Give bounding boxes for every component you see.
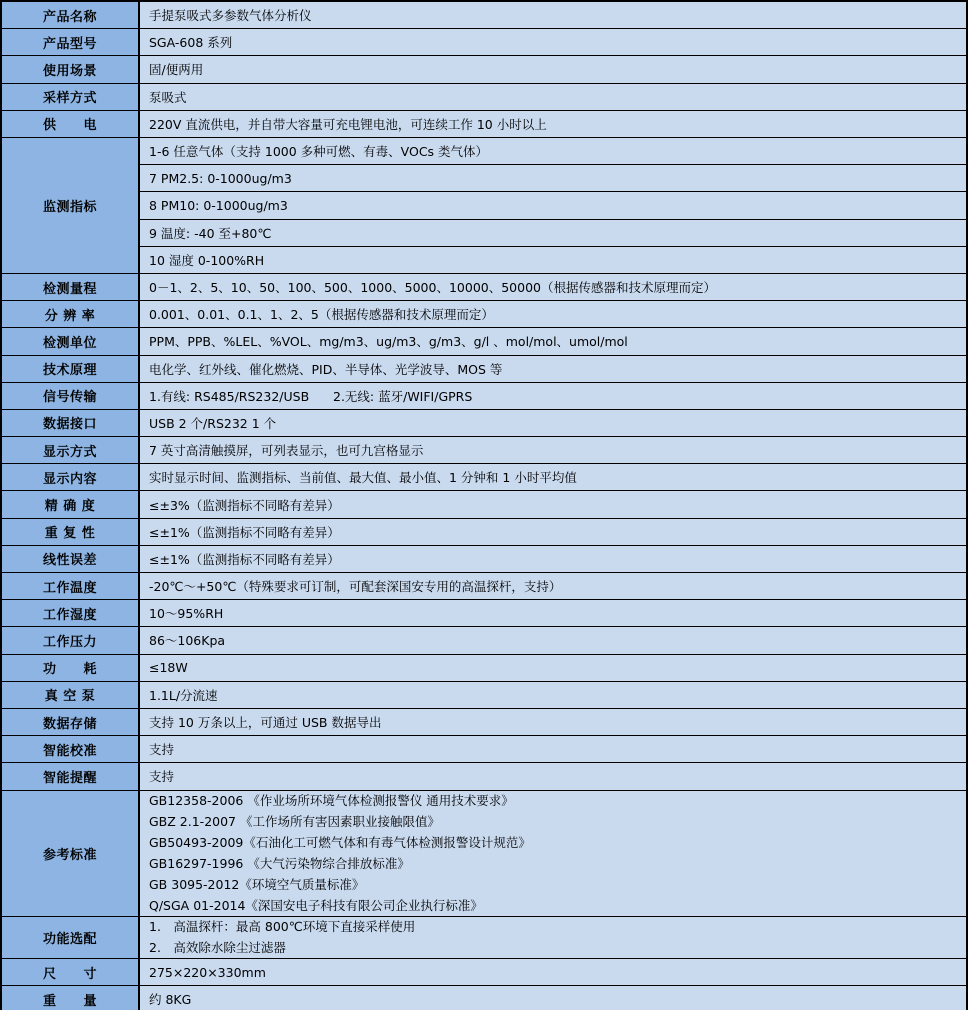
row-value <box>140 274 966 300</box>
cell-text: 约 8KG <box>149 992 192 1008</box>
row-value <box>140 546 966 572</box>
cell-text: 7 PM2.5: 0-1000ug/m3 <box>149 170 292 186</box>
cell-text: 7 英寸高清触摸屏，可列表显示，也可九宫格显示 <box>149 443 424 459</box>
row-value <box>140 736 966 762</box>
row-label: 智能校准 <box>2 736 140 762</box>
row-value <box>140 301 966 327</box>
cell-text: ≤±1%（监测指标不同略有差异） <box>149 551 340 567</box>
spec-row <box>2 791 966 917</box>
subrow-value <box>140 192 966 219</box>
spec-row <box>2 138 966 274</box>
cell-text: PPM、PPB、%LEL、%VOL、mg/m3、ug/m3、g/m3、g/l 、mol/mol、umol/mol <box>149 334 628 350</box>
row-label: 工作湿度 <box>2 600 140 626</box>
row-label: 精 确 度 <box>2 491 140 517</box>
value-line: GBZ 2.1-2007 《工作场所有害因素职业接触限值》 <box>149 814 440 829</box>
row-label: 尺 寸 <box>2 959 140 985</box>
spec-row <box>2 573 966 600</box>
row-label: 功 耗 <box>2 655 140 681</box>
row-value <box>140 573 966 599</box>
spec-row <box>2 356 966 383</box>
row-label: 检测量程 <box>2 274 140 300</box>
row-value <box>140 682 966 708</box>
cell-text: 支持 10 万条以上，可通过 USB 数据导出 <box>149 715 382 731</box>
subrow-value <box>140 220 966 247</box>
row-value <box>140 356 966 382</box>
value-line: Q/SGA 01-2014《深国安电子科技有限公司企业执行标准》 <box>149 898 483 913</box>
row-label: 参考标准 <box>2 791 140 916</box>
cell-text: 泵吸式 <box>149 89 187 105</box>
row-label: 检测单位 <box>2 328 140 354</box>
row-label: 工作压力 <box>2 627 140 653</box>
row-value <box>140 709 966 735</box>
spec-row <box>2 301 966 328</box>
row-value <box>140 959 966 985</box>
row-value <box>140 410 966 436</box>
row-value <box>140 464 966 490</box>
row-label: 显示方式 <box>2 437 140 463</box>
cell-text: 220V 直流供电，并自带大容量可充电锂电池，可连续工作 10 小时以上 <box>149 116 547 132</box>
cell-text: ≤±3%（监测指标不同略有差异） <box>149 497 340 513</box>
spec-row <box>2 491 966 518</box>
spec-row <box>2 627 966 654</box>
spec-row <box>2 274 966 301</box>
spec-row <box>2 682 966 709</box>
cell-text: 86～106Kpa <box>149 633 226 649</box>
row-value <box>140 519 966 545</box>
spec-row <box>2 410 966 437</box>
value-line: GB12358-2006 《作业场所环境气体检测报警仪 通用技术要求》 <box>149 793 514 808</box>
cell-text: 手提泵吸式多参数气体分析仪 <box>149 8 312 24</box>
cell-text: ≤±1%（监测指标不同略有差异） <box>149 524 340 540</box>
spec-row <box>2 986 966 1010</box>
spec-row <box>2 600 966 627</box>
cell-text: 固/便两用 <box>149 62 204 78</box>
cell-text: 支持 <box>149 769 175 785</box>
row-label: 数据存储 <box>2 709 140 735</box>
spec-row <box>2 437 966 464</box>
row-label: 真 空 泵 <box>2 682 140 708</box>
cell-text: 8 PM10: 0-1000ug/m3 <box>149 197 288 213</box>
cell-text: SGA-608 系列 <box>149 35 233 51</box>
row-label: 重 复 性 <box>2 519 140 545</box>
value-line: GB16297-1996 《大气污染物综合排放标准》 <box>149 856 410 871</box>
spec-row <box>2 709 966 736</box>
row-label: 数据接口 <box>2 410 140 436</box>
spec-row <box>2 763 966 790</box>
cell-text: 支持 <box>149 742 175 758</box>
cell-text: 1.有线: RS485/RS232/USB 2.无线: 蓝牙/WIFI/GPRS <box>149 388 473 404</box>
multiline-value <box>140 791 966 916</box>
row-value <box>140 600 966 626</box>
row-value <box>140 763 966 789</box>
row-label: 显示内容 <box>2 464 140 490</box>
row-value <box>140 111 966 137</box>
spec-row <box>2 111 966 138</box>
row-label: 产品型号 <box>2 29 140 55</box>
value-line: GB 3095-2012《环境空气质量标准》 <box>149 877 365 892</box>
subrow-value <box>140 165 966 192</box>
cell-text: 275×220×330mm <box>149 964 266 980</box>
subrow-value <box>140 138 966 165</box>
spec-row <box>2 546 966 573</box>
row-value <box>140 2 966 28</box>
row-value <box>140 84 966 110</box>
cell-text: USB 2 个/RS232 1 个 <box>149 415 277 431</box>
spec-row <box>2 519 966 546</box>
cell-text: ≤18W <box>149 660 188 676</box>
row-value <box>140 491 966 517</box>
multiline-value <box>140 917 966 959</box>
value-line: 1. 高温探杆：最高 800℃环境下直接采样使用 <box>149 919 416 935</box>
row-label: 使用场景 <box>2 56 140 82</box>
row-value <box>140 29 966 55</box>
row-value <box>140 383 966 409</box>
subrow-stack <box>140 138 966 273</box>
row-value <box>140 328 966 354</box>
row-value <box>140 437 966 463</box>
spec-row <box>2 383 966 410</box>
row-label: 分 辨 率 <box>2 301 140 327</box>
cell-text: 0.001、0.01、0.1、1、2、5（根据传感器和技术原理而定） <box>149 307 494 323</box>
row-value <box>140 986 966 1010</box>
row-label: 信号传输 <box>2 383 140 409</box>
cell-text: 9 温度: -40 至+80℃ <box>149 225 272 241</box>
cell-text: 实时显示时间、监测指标、当前值、最大值、最小值、1 分钟和 1 小时平均值 <box>149 470 577 486</box>
spec-row <box>2 655 966 682</box>
row-label: 监测指标 <box>2 138 140 273</box>
row-label: 工作温度 <box>2 573 140 599</box>
spec-row <box>2 959 966 986</box>
row-label: 功能选配 <box>2 917 140 959</box>
cell-text: -20℃～+50℃（特殊要求可订制，可配套深国安专用的高温探杆，支持） <box>149 579 562 595</box>
row-label: 产品名称 <box>2 2 140 28</box>
subrow-value <box>140 247 966 273</box>
cell-text: 10 湿度 0-100%RH <box>149 252 265 268</box>
row-label: 重 量 <box>2 986 140 1010</box>
cell-text: 10～95%RH <box>149 606 224 622</box>
row-value <box>140 627 966 653</box>
spec-row <box>2 328 966 355</box>
row-value <box>140 56 966 82</box>
spec-row <box>2 2 966 29</box>
cell-text: 1.1L/分流速 <box>149 687 218 703</box>
spec-row <box>2 736 966 763</box>
row-label: 采样方式 <box>2 84 140 110</box>
cell-text: 1-6 任意气体（支持 1000 多种可燃、有毒、VOCs 类气体） <box>149 144 489 160</box>
row-label: 供 电 <box>2 111 140 137</box>
spec-row <box>2 56 966 83</box>
spec-row <box>2 84 966 111</box>
spec-row <box>2 917 966 960</box>
row-label: 线性误差 <box>2 546 140 572</box>
spec-row <box>2 464 966 491</box>
cell-text: 电化学、红外线、催化燃烧、PID、半导体、光学波导、MOS 等 <box>149 361 503 377</box>
row-label: 技术原理 <box>2 356 140 382</box>
cell-text: 0－1、2、5、10、50、100、500、1000、5000、10000、50000（根据传感器和技术原理而定） <box>149 280 716 296</box>
value-line: GB50493-2009《石油化工可燃气体和有毒气体检测报警设计规范》 <box>149 835 531 850</box>
spec-row <box>2 29 966 56</box>
row-label: 智能提醒 <box>2 763 140 789</box>
row-value <box>140 655 966 681</box>
value-line: 2. 高效除水除尘过滤器 <box>149 940 286 956</box>
